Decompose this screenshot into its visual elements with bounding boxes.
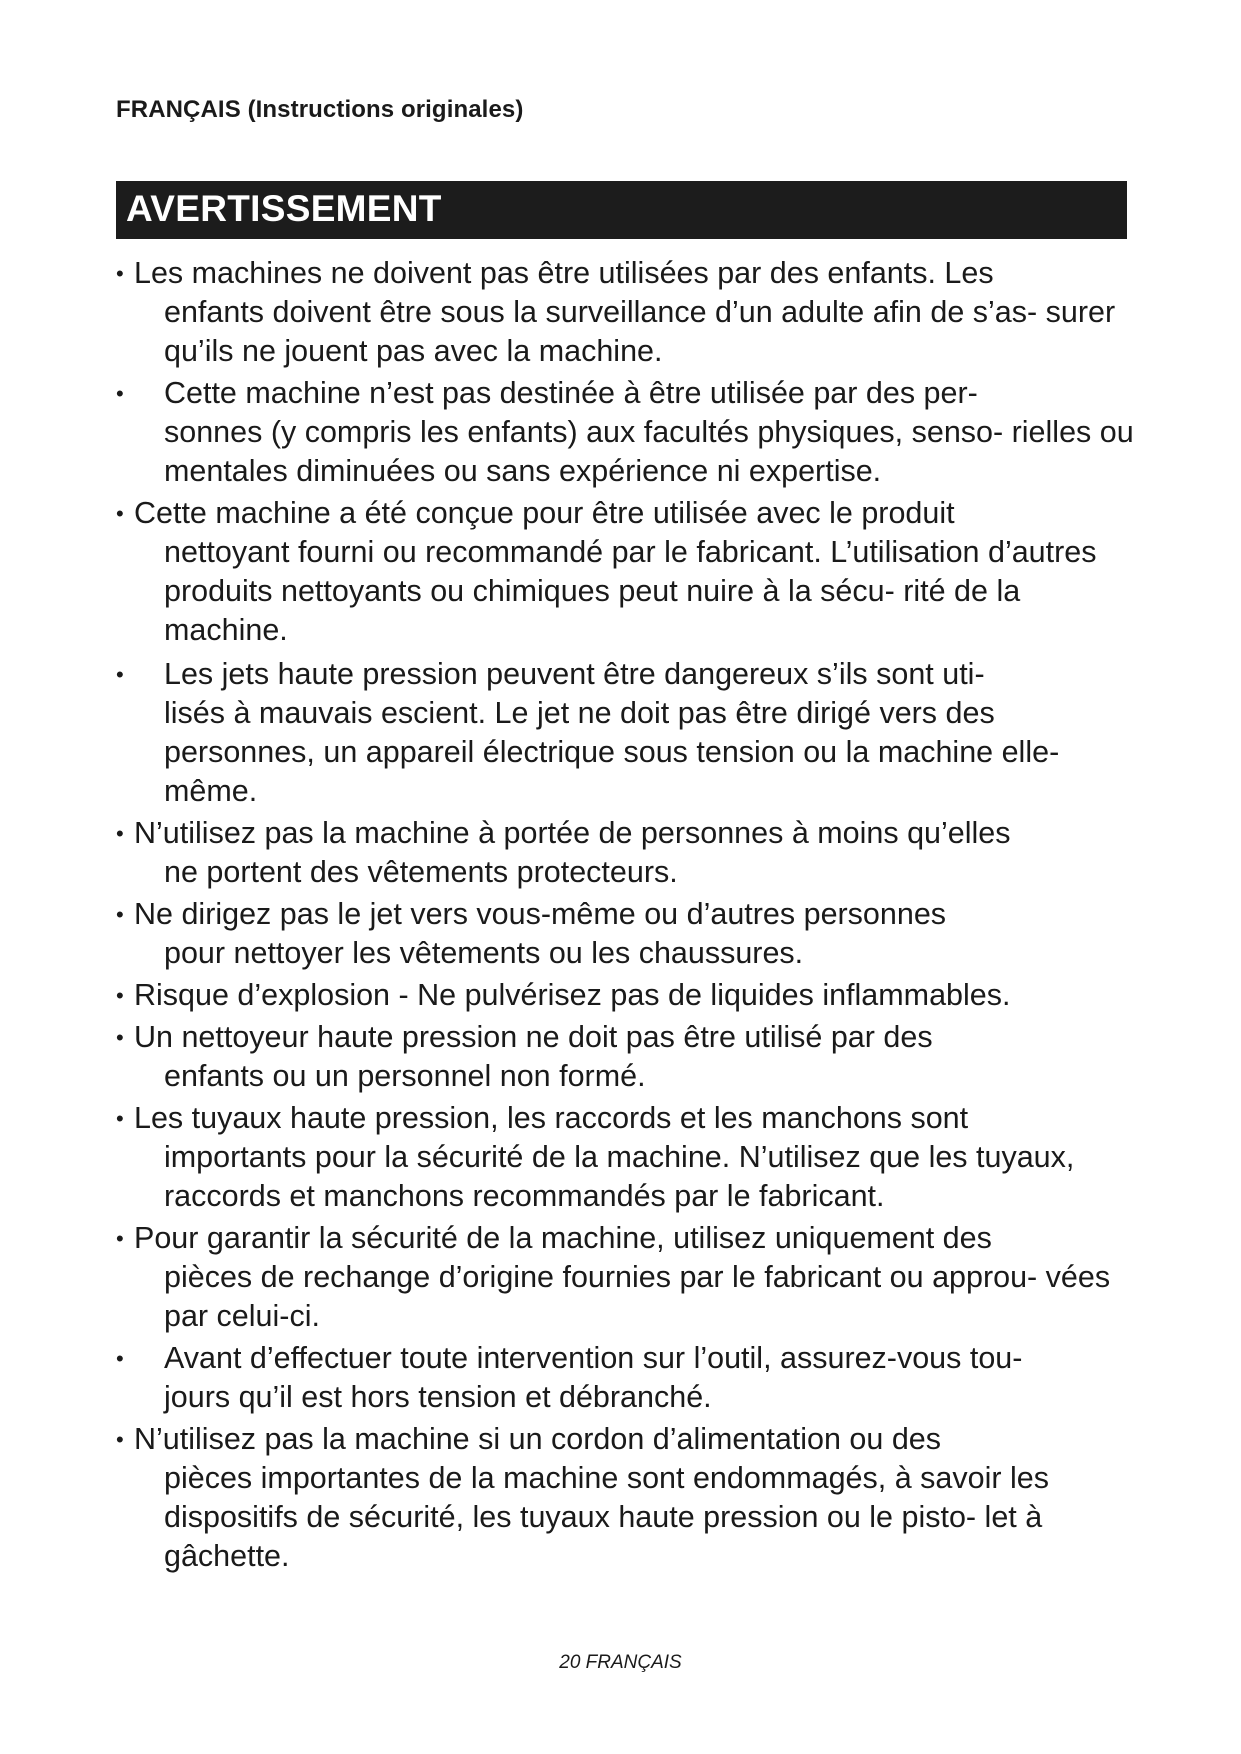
warning-item [116, 655, 1136, 811]
warning-item [116, 1099, 1136, 1216]
warning-text [134, 494, 1136, 650]
warning-list [116, 254, 1136, 1579]
bullet-icon: • [116, 261, 124, 286]
bullet-icon: • [116, 902, 124, 927]
bullet-icon: • [116, 1427, 124, 1452]
warning-text-first-line: Les tuyaux haute pression, les raccords et les manchons sont [134, 1101, 969, 1135]
bullet-icon: • [116, 1106, 124, 1131]
bullet-icon: • [116, 983, 124, 1008]
warning-text-first-line: Les machines ne doivent pas être utilisées par des enfants. Les [134, 256, 994, 290]
warning-text-first-line: N’utilisez pas la machine à portée de personnes à moins qu’elles [134, 816, 1011, 850]
warning-text-first-line: Ne dirigez pas le jet vers vous-même ou d’autres personnes [134, 897, 947, 931]
warning-text-rest: pour nettoyer les vêtements ou les chaussures. [164, 936, 804, 970]
bullet-icon: • [116, 821, 124, 846]
bullet-icon: • [116, 1226, 124, 1251]
warning-text-first-line: Avant d’effectuer toute intervention sur l’outil, assurez-vous tou- [164, 1341, 1023, 1375]
warning-text [134, 976, 1136, 1015]
warning-text-first-line: Cette machine a été conçue pour être utilisée avec le produit [134, 496, 955, 530]
warning-text [134, 1420, 1136, 1576]
warning-item [116, 1420, 1136, 1576]
page-header: FRANÇAIS (Instructions originales) [116, 96, 524, 123]
warning-item [116, 814, 1136, 892]
bullet-icon: • [116, 1346, 124, 1371]
warning-text [134, 1099, 1136, 1216]
warning-item [116, 1018, 1136, 1096]
warning-text [134, 1219, 1136, 1336]
bullet-icon: • [116, 1025, 124, 1050]
bullet-icon: • [116, 501, 124, 526]
warning-item [116, 494, 1136, 650]
warning-banner [116, 181, 1127, 239]
warning-text-rest: nettoyant fourni ou recommandé par le fabricant. L’utilisation d’autres produits nettoyants ou chimiques peut nuire à la sécu- rité de la machine. [164, 535, 1097, 647]
warning-text-first-line: Les jets haute pression peuvent être dangereux s’ils sont uti- [164, 657, 985, 691]
warning-text-first-line: N’utilisez pas la machine si un cordon d’alimentation ou des [134, 1422, 941, 1456]
warning-text-first-line: Cette machine n’est pas destinée à être utilisée par des per- [164, 376, 978, 410]
warning-text-rest: lisés à mauvais escient. Le jet ne doit pas être dirigé vers des personnes, un appareil électrique sous tension ou la machine elle-même. [164, 696, 1060, 808]
warning-text [134, 254, 1136, 371]
warning-text-rest: pièces de rechange d’origine fournies par le fabricant ou approu- vées par celui-ci. [164, 1260, 1111, 1333]
warning-item [116, 1219, 1136, 1336]
warning-text-rest: enfants ou un personnel non formé. [164, 1059, 646, 1093]
warning-text-first-line: Pour garantir la sécurité de la machine, utilisez uniquement des [134, 1221, 992, 1255]
warning-text-rest: pièces importantes de la machine sont endommagés, à savoir les dispositifs de sécurité, les tuyaux haute pression ou le pisto- let à gâchette. [164, 1461, 1049, 1573]
warning-text [134, 895, 1136, 973]
warning-text [134, 814, 1136, 892]
warning-text [164, 374, 1136, 491]
warning-text-rest: sonnes (y compris les enfants) aux facultés physiques, senso- rielles ou mentales diminuées ou sans expérience ni expertise. [164, 415, 1134, 488]
warning-text-rest: ne portent des vêtements protecteurs. [164, 855, 678, 889]
warning-text-first-line: Risque d’explosion - Ne pulvérisez pas de liquides inflammables. [134, 978, 1011, 1012]
warning-text [134, 1018, 1136, 1096]
warning-text-rest: importants pour la sécurité de la machine. N’utilisez que les tuyaux, raccords et manchons recommandés par le fabricant. [164, 1140, 1075, 1213]
warning-item [116, 1339, 1136, 1417]
warning-text [164, 655, 1136, 811]
warning-title: AVERTISSEMENT [126, 188, 442, 229]
warning-item [116, 374, 1136, 491]
page-footer: 20 FRANÇAIS [559, 1652, 682, 1673]
warning-item [116, 895, 1136, 973]
warning-text-rest: jours qu’il est hors tension et débranché. [164, 1380, 712, 1414]
bullet-icon: • [116, 662, 124, 687]
bullet-icon: • [116, 381, 124, 406]
warning-text-first-line: Un nettoyeur haute pression ne doit pas être utilisé par des [134, 1020, 933, 1054]
warning-text-rest: enfants doivent être sous la surveillance d’un adulte afin de s’as- surer qu’ils ne jouent pas avec la machine. [164, 295, 1116, 368]
warning-item [116, 254, 1136, 371]
warning-item [116, 976, 1136, 1015]
warning-text [164, 1339, 1136, 1417]
